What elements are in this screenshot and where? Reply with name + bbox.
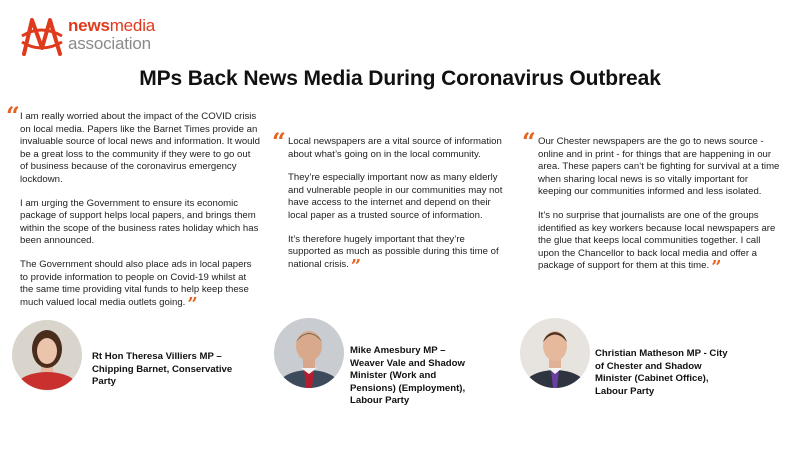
quote-paragraph xyxy=(288,233,510,277)
quote-amesbury xyxy=(288,136,510,277)
avatar-mike-amesbury xyxy=(274,318,344,388)
close-quote-icon: ” xyxy=(187,293,198,315)
quote-paragraph-text: The Government should also place ads in local papers to provide information to people on Covid-19 whilst at the same time providing vital funds to help keep these much valued local media outlets going. xyxy=(20,258,252,308)
quote-paragraph: I am urging the Government to ensure its economic package of support helps local papers, and brings them within the scope of the business rates holiday which has been announced. xyxy=(20,197,259,247)
logo-wordmark xyxy=(68,17,155,52)
speaker-caption: Christian Matheson MP - City of Chester and Shadow Minister (Cabinet Office), Labour Party xyxy=(595,348,728,397)
quote-paragraph: Our Chester newspapers are the go to news source - online and in print - for things that are happening in our area. These papers can’t be fighting for survival at a time when sharing local news is so vitally important for keeping our communities informed and less isolated. xyxy=(538,136,780,198)
page-title: MPs Back News Media During Coronavirus Outbreak xyxy=(139,67,661,90)
open-quote-icon: “ xyxy=(6,101,20,130)
quote-paragraph xyxy=(538,209,782,279)
close-quote-icon: ” xyxy=(350,255,362,277)
open-quote-icon: “ xyxy=(272,127,286,156)
quote-paragraph xyxy=(20,258,260,315)
quote-villiers xyxy=(20,111,260,315)
speaker-caption: Mike Amesbury MP – Weaver Vale and Shadow Minister (Work and Pensions) (Employment), Labour Party xyxy=(350,345,466,407)
logo-word-news: news xyxy=(68,16,110,35)
logo-mark-icon xyxy=(18,14,64,58)
avatar-theresa-villiers xyxy=(12,320,82,390)
open-quote-icon: “ xyxy=(522,127,536,156)
quote-paragraph: I am really worried about the impact of the COVID crisis on local media. Papers like the Barnet Times provide an invaluable source of local news and information. It would be a great loss to the community if they were to go out of business because of the coronavirus emergency lockdown. xyxy=(20,111,260,185)
close-quote-icon: ” xyxy=(711,257,722,279)
quote-paragraph-text: It’s no surprise that journalists are one of the groups identified as key workers because local newspapers are the glue that keeps local communities together. I call upon the Chancellor to back local media and offer a package of support for them at this time. xyxy=(538,209,776,272)
news-media-association-logo xyxy=(18,14,178,58)
quote-paragraph: They’re especially important now as many elderly and vulnerable people in our communities may not have access to the internet and depend on their local paper as a trusted source of information. xyxy=(288,172,503,221)
quote-paragraph: Local newspapers are a vital source of information about what’s going on in the local community. xyxy=(288,136,502,160)
quote-matheson xyxy=(538,136,782,279)
logo-word-media: media xyxy=(109,16,156,35)
speaker-caption: Rt Hon Theresa Villiers MP – Chipping Barnet, Conservative Party xyxy=(92,351,233,388)
logo-word-association: association xyxy=(68,34,151,53)
avatar-christian-matheson xyxy=(520,318,590,388)
quote-paragraph-text: It’s therefore hugely important that they’re supported as much as possible during this time of national crisis. xyxy=(288,233,499,270)
